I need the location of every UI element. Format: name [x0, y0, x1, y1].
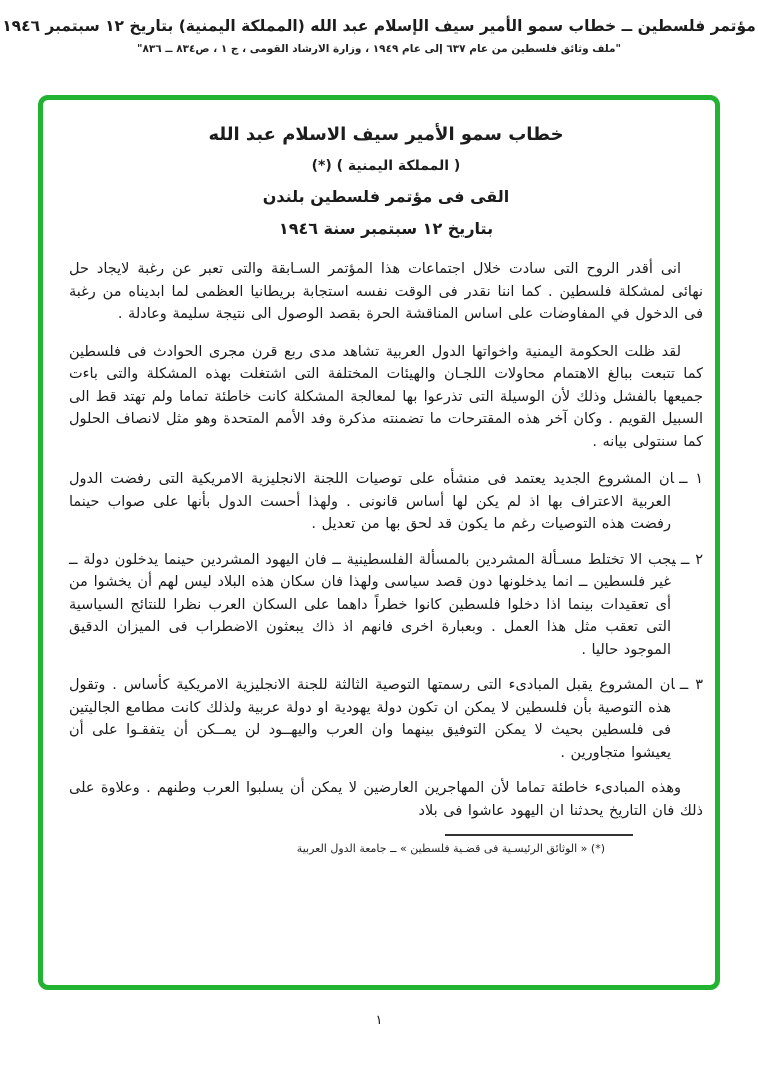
speech-title: خطاب سمو الأمير سيف الاسلام عبد الله	[208, 124, 564, 145]
closing-paragraph: وهذه المبادىء خاطئة تماما لأن المهاجرين العارضين لا يمكن أن يسلبوا العرب وطنهم . وعلاوة على ذلك فان التاريخ يحدثنا ان اليهود عاشوا فى بلاد	[69, 780, 703, 819]
item-1-text: ان المشروع الجديد يعتمد فى منشأه على توصيات اللجنة الانجليزية الامريكية التى رفضت الدول العربية الاعتراف بها اذ لم يكن لها أساس قانونى . ولهذا أحست الدول بأنها على صواب حينما رفضت هذه التوصيات رغم ما يكون قد لحق بها من تعديل .	[69, 471, 675, 532]
speech-subtitle-venue: القى فى مؤتمر فلسطين بلندن	[262, 187, 510, 206]
numbered-item-2	[69, 549, 703, 662]
footnote-separator	[445, 834, 633, 836]
page-number: ١	[375, 1013, 383, 1028]
document-header-citation: "ملف وثائق فلسطين من عام ٦٣٧ إلى عام ١٩٤٩ ، وزارة الارشاد القومى ، ج ١ ، ص٨٣٤ ــ ٨٣٦"	[136, 43, 622, 55]
footnote: (*) « الوثائق الرئيسـية فى قضـية فلسطين » ــ جامعة الدول العربية	[296, 842, 605, 855]
item-2-text: يجب الا تختلط مسـألة المشردين بالمسألة الفلسطينية ــ فان اليهود المشردين حينما يدخلون دولة ــ غير فلسطين ــ انما يدخلونها دون قصد سياسى ولهذا فان سكان هذه البلاد ليس لهم أن يخشوا من أى تعقيدات بينما اذا دخلوا فلسطين كانوا خطراً داهما على السكان العرب نظرا للنتائج السياسية التى تعقب مثل هذا العمل . وبعبارة اخرى فانهم اذ ذاك يبعثون الاضطراب فى الميزان الدقيق الموجود حاليا .	[69, 551, 676, 658]
document-header	[0, 0, 758, 55]
speech-subtitle-kingdom: ( المملكة اليمنية ) (*)	[311, 158, 461, 174]
item-1-number: ١ ــ	[679, 471, 703, 487]
item-2-number: ٢ ــ	[680, 551, 703, 568]
numbered-item-1	[69, 468, 703, 536]
document-header-title: مؤتمر فلسطين ــ خطاب سمو الأمير سيف الإسلام عبد الله (المملكة اليمنية) بتاريخ ١٢ سبتمبر ١٩٤٦	[2, 17, 756, 35]
annotation-frame	[38, 95, 720, 990]
numbered-item-3	[69, 674, 703, 764]
paragraph-2: لقد ظلت الحكومة اليمنية واخواتها الدول العربية تشاهد مدى ربع قرن مجرى الحوادث فى فلسطين كما تتبعت ببالغ الاهتمام محاولات اللجـان والهيئات المختلفة التى اشتغلت بهذه المشكلة والتى باءت جميعها بالفشل وذلك لأن الوسيلة التى تذرعوا بها لمعالجة المشكلة كانت خاطئة تماما ولم تهتد قط الى السبيل القويم . وكان آخر هذه المقترحات ما تضمنته مذكرة وفد الأمم المتحدة وهو مثل لانصاف الحلول كما سنتولى بيانه .	[69, 343, 703, 450]
item-3-text: ان المشروع يقبل المبادىء التى رسمتها التوصية الثالثة للجنة الانجليزية الامريكية كأساس . وتقول هذه التوصية بأن فلسطين لا يمكن ان تكون دولة يهودية او دولة عربية ولذلك كانت مطامع الجاليتين فى فلسطين بحيث لا يمكن التوفيق بينهما وان العرب واليهــود لن يمــكن أن يتفقـوا على أن يعيشوا متجاورين .	[69, 677, 675, 761]
item-3-number: ٣ ــ	[679, 677, 703, 693]
speech-title-block	[69, 124, 703, 238]
speech-subtitle-date: بتاريخ ١٢ سبتمبر سنة ١٩٤٦	[278, 219, 494, 238]
paragraph-1: انى أقدر الروح التى سادت خلال اجتماعات هذا المؤتمر السـابقة والتى تعبر عن رغبة لايجاد حل نهائى لمشكلة فلسطين . كما اننا نقدر فى الوقت نفسه استجابة بريطانيا العظمى لما ابديناه من رغبة فى الدخول في المفاوضات على اساس المناقشة الحرة بقصد الوصول الى نتيجة سليمة وعادلة .	[69, 261, 703, 322]
document-body	[43, 100, 715, 985]
